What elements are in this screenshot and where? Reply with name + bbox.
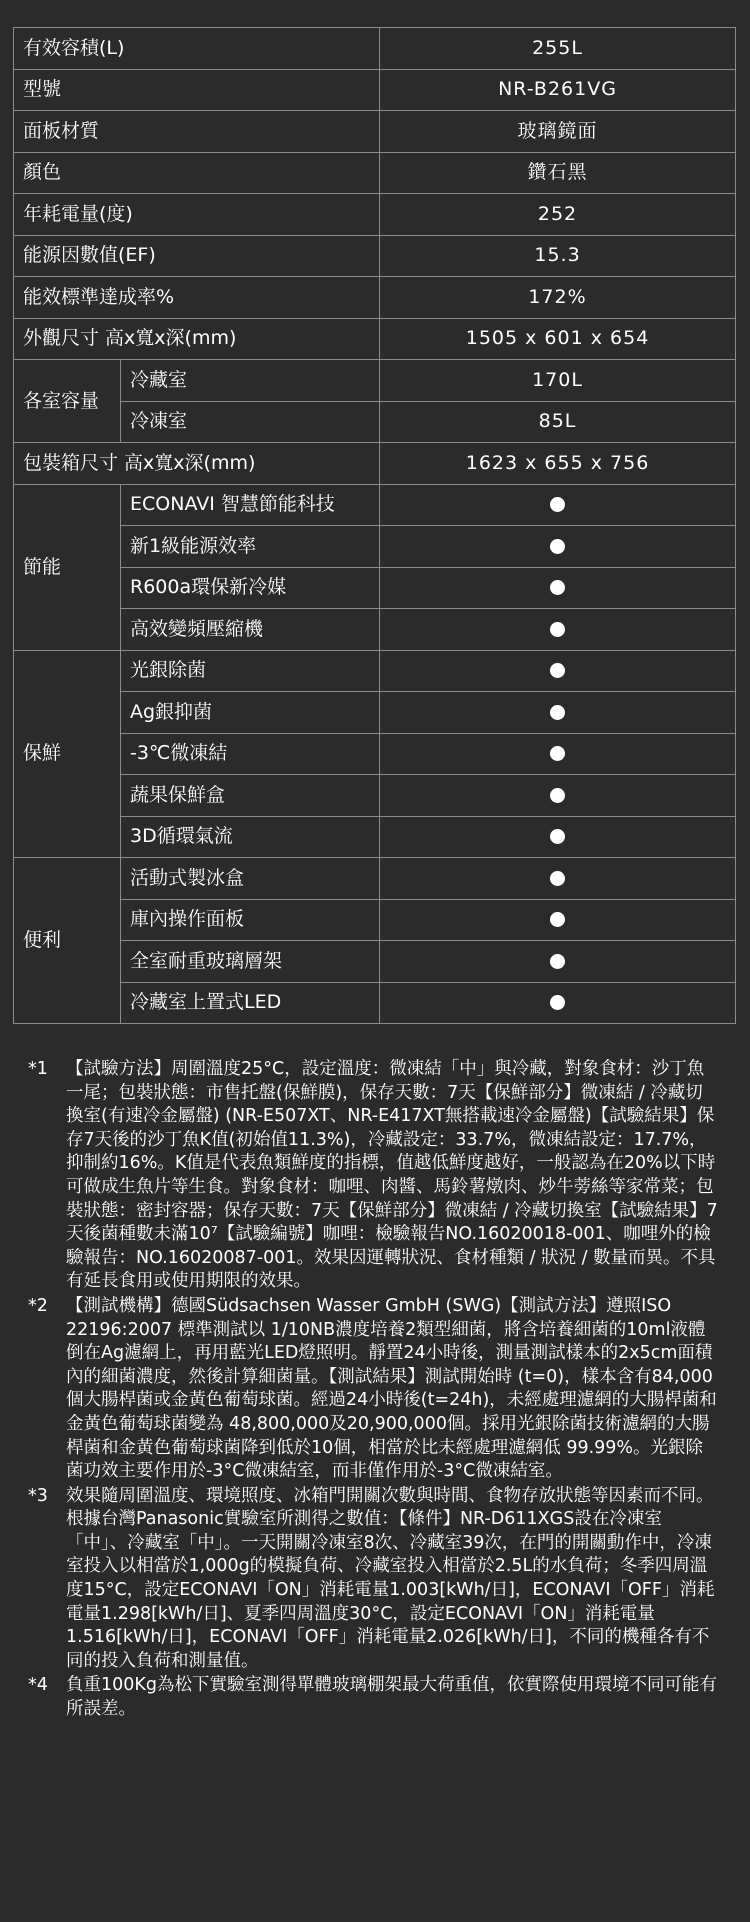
feature-check-icon <box>550 829 565 844</box>
spec-value: 鑽石黑 <box>380 152 736 194</box>
feature-label: 新1級能源效率 <box>121 526 380 568</box>
footnote-1 <box>28 1058 718 1294</box>
table-row <box>14 567 736 609</box>
table-row <box>14 401 736 443</box>
capacity-item-label: 冷藏室 <box>121 360 380 402</box>
table-row <box>14 152 736 194</box>
spec-value: NR-B261VG <box>380 69 736 111</box>
feature-label: Ag銀抑菌 <box>121 692 380 734</box>
spec-label: 包裝箱尺寸 高x寬x深(mm) <box>14 443 380 485</box>
spec-label: 面板材質 <box>14 111 380 153</box>
table-row <box>14 526 736 568</box>
table-row <box>14 69 736 111</box>
feature-label: 蔬果保鮮盒 <box>121 775 380 817</box>
table-row <box>14 858 736 900</box>
table-row <box>14 982 736 1024</box>
table-row <box>14 484 736 526</box>
feature-check-icon <box>550 912 565 927</box>
table-row <box>14 733 736 775</box>
table-row <box>14 318 736 360</box>
feature-check-icon <box>550 663 565 678</box>
feature-check-icon <box>550 622 565 637</box>
feature-label: 3D循環氣流 <box>121 816 380 858</box>
table-row <box>14 941 736 983</box>
footnote-4 <box>28 1674 718 1721</box>
group-label-convenience: 便利 <box>14 858 121 1024</box>
table-row <box>14 650 736 692</box>
table-row <box>14 899 736 941</box>
feature-label: 高效變頻壓縮機 <box>121 609 380 651</box>
spec-value: 172% <box>380 277 736 319</box>
feature-label: 光銀除菌 <box>121 650 380 692</box>
spec-label: 顏色 <box>14 152 380 194</box>
feature-label: 冷藏室上置式LED <box>121 982 380 1024</box>
table-row <box>14 816 736 858</box>
feature-label: 活動式製冰盒 <box>121 858 380 900</box>
group-label-capacity: 各室容量 <box>14 360 121 443</box>
table-row <box>14 277 736 319</box>
spec-label: 能效標準達成率% <box>14 277 380 319</box>
spec-label: 能源因數值(EF) <box>14 235 380 277</box>
spec-value: 玻璃鏡面 <box>380 111 736 153</box>
spec-label: 型號 <box>14 69 380 111</box>
feature-check-icon <box>550 871 565 886</box>
feature-check-icon <box>550 788 565 803</box>
footnote-3 <box>28 1485 718 1674</box>
spec-value: 1623 x 655 x 756 <box>380 443 736 485</box>
footnote-marker: *1 <box>28 1059 48 1079</box>
spec-value: 255L <box>380 28 736 70</box>
footnote-text: 【試驗方法】周圍溫度25°C，設定溫度：微凍結「中」與冷藏，對象食材：沙丁魚一尾；包裝狀態：市售托盤(保鮮膜)，保存天數：7天【保鮮部分】微凍結 / 冷藏切換室(有速冷金屬盤) (NR-E507XT、NR-E417XT無搭載速冷金屬盤)【試驗結果】保存7天後的沙丁魚K值(初始值11.3%)，冷藏設定：33.7%，微凍結設定：17.7%，抑制約16%。K值是代表魚類鮮度的指標，值越低鮮度越好，一般認為在20%以下時可做成生魚片等生食。對象食材：咖哩、肉醬、馬鈴薯燉肉、炒牛蒡絲等家常菜；包裝狀態：密封容器；保存天數：7天【保鮮部分】微凍結 / 冷藏切換室【試驗結果】7天後菌種數未滿10⁷【試驗編號】咖哩：檢驗報告NO.16020018-001、咖哩外的檢驗報告：NO.16020087-001。效果因運轉狀況、食材種類 / 狀況 / 數量而異。不具有延長食用或使用期限的效果。 <box>66 1059 718 1292</box>
footnote-marker: *3 <box>28 1485 48 1506</box>
table-row <box>14 194 736 236</box>
spec-value: 1505 x 601 x 654 <box>380 318 736 360</box>
table-row <box>14 692 736 734</box>
feature-label: 全室耐重玻璃層架 <box>121 941 380 983</box>
feature-check-icon <box>550 746 565 761</box>
group-label-energy: 節能 <box>14 484 121 650</box>
feature-check-icon <box>550 995 565 1010</box>
spec-table <box>13 27 736 1024</box>
feature-label: R600a環保新冷媒 <box>121 567 380 609</box>
spec-label: 外觀尺寸 高x寬x深(mm) <box>14 318 380 360</box>
table-row <box>14 775 736 817</box>
spec-label: 年耗電量(度) <box>14 194 380 236</box>
capacity-item-value: 85L <box>380 401 736 443</box>
footnote-marker: *2 <box>28 1295 48 1316</box>
table-row <box>14 360 736 402</box>
spec-value: 15.3 <box>380 235 736 277</box>
feature-label: -3℃微凍結 <box>121 733 380 775</box>
spec-label: 有效容積(L) <box>14 28 380 70</box>
feature-check-icon <box>550 497 565 512</box>
capacity-item-value: 170L <box>380 360 736 402</box>
footnote-marker: *4 <box>28 1675 48 1696</box>
table-row <box>14 111 736 153</box>
footnote-text: 效果隨周圍溫度、環境照度、冰箱門開關次數與時間、食物存放狀態等因素而不同。根據台灣Panasonic實驗室所測得之數值：【條件】NR-D611XGS設在冷凍室「中」、冷藏室「中」。一天開關冷凍室8次、冷藏室39次，在門的開關動作中，冷凍室投入以相當於1,000g的模擬負荷、冷藏室投入相當於2.5L的水負荷；冬季四周溫度15°C，設定ECONAVI「ON」消耗電量1.003[kWh/日]，ECONAVI「OFF」消耗電量1.298[kWh/日]、夏季四周溫度30°C，設定ECONAVI「ON」消耗電量1.516[kWh/日]，ECONAVI「OFF」消耗電量2.026[kWh/日]，不同的機種各有不同的投入負荷和測量值。 <box>66 1485 715 1671</box>
feature-check-icon <box>550 539 565 554</box>
feature-check-icon <box>550 580 565 595</box>
feature-label: ECONAVI 智慧節能科技 <box>121 484 380 526</box>
table-row <box>14 609 736 651</box>
feature-check-icon <box>550 705 565 720</box>
footnote-text: 【測試機構】德國Südsachsen Wasser GmbH (SWG)【測試方法】遵照ISO 22196:2007 標準測試以 1/10NB濃度培養2類型細菌，將含培養細菌的10ml液體倒在Ag濾網上，再用藍光LED燈照明。靜置24小時後，測量測試樣本的2x5cm面積內的細菌濃度，然後計算細菌量。【測試結果】測試開始時 (t=0)，樣本含有84,000個大腸桿菌或金黃色葡萄球菌。經過24小時後(t=24h)，未經處理濾網的大腸桿菌和金黃色葡萄球菌變為 48,800,000及20,900,000個。採用光銀除菌技術濾網的大腸桿菌和金黃色葡萄球菌降到低於10個，相當於比未經處理濾網低 99.99%。光銀除菌功效主要作用於-3°C微凍結室，而非僅作用於-3°C微凍結室。 <box>66 1295 717 1482</box>
footnote-2 <box>28 1295 718 1484</box>
feature-label: 庫內操作面板 <box>121 899 380 941</box>
capacity-item-label: 冷凍室 <box>121 401 380 443</box>
group-label-freshness: 保鮮 <box>14 650 121 858</box>
feature-check-icon <box>550 954 565 969</box>
table-row <box>14 443 736 485</box>
table-row <box>14 28 736 70</box>
spec-value: 252 <box>380 194 736 236</box>
footnotes <box>28 1058 718 1723</box>
table-row <box>14 235 736 277</box>
footnote-text: 負重100Kg為松下實驗室測得單體玻璃棚架最大荷重值，依實際使用環境不同可能有所誤差。 <box>66 1675 717 1720</box>
